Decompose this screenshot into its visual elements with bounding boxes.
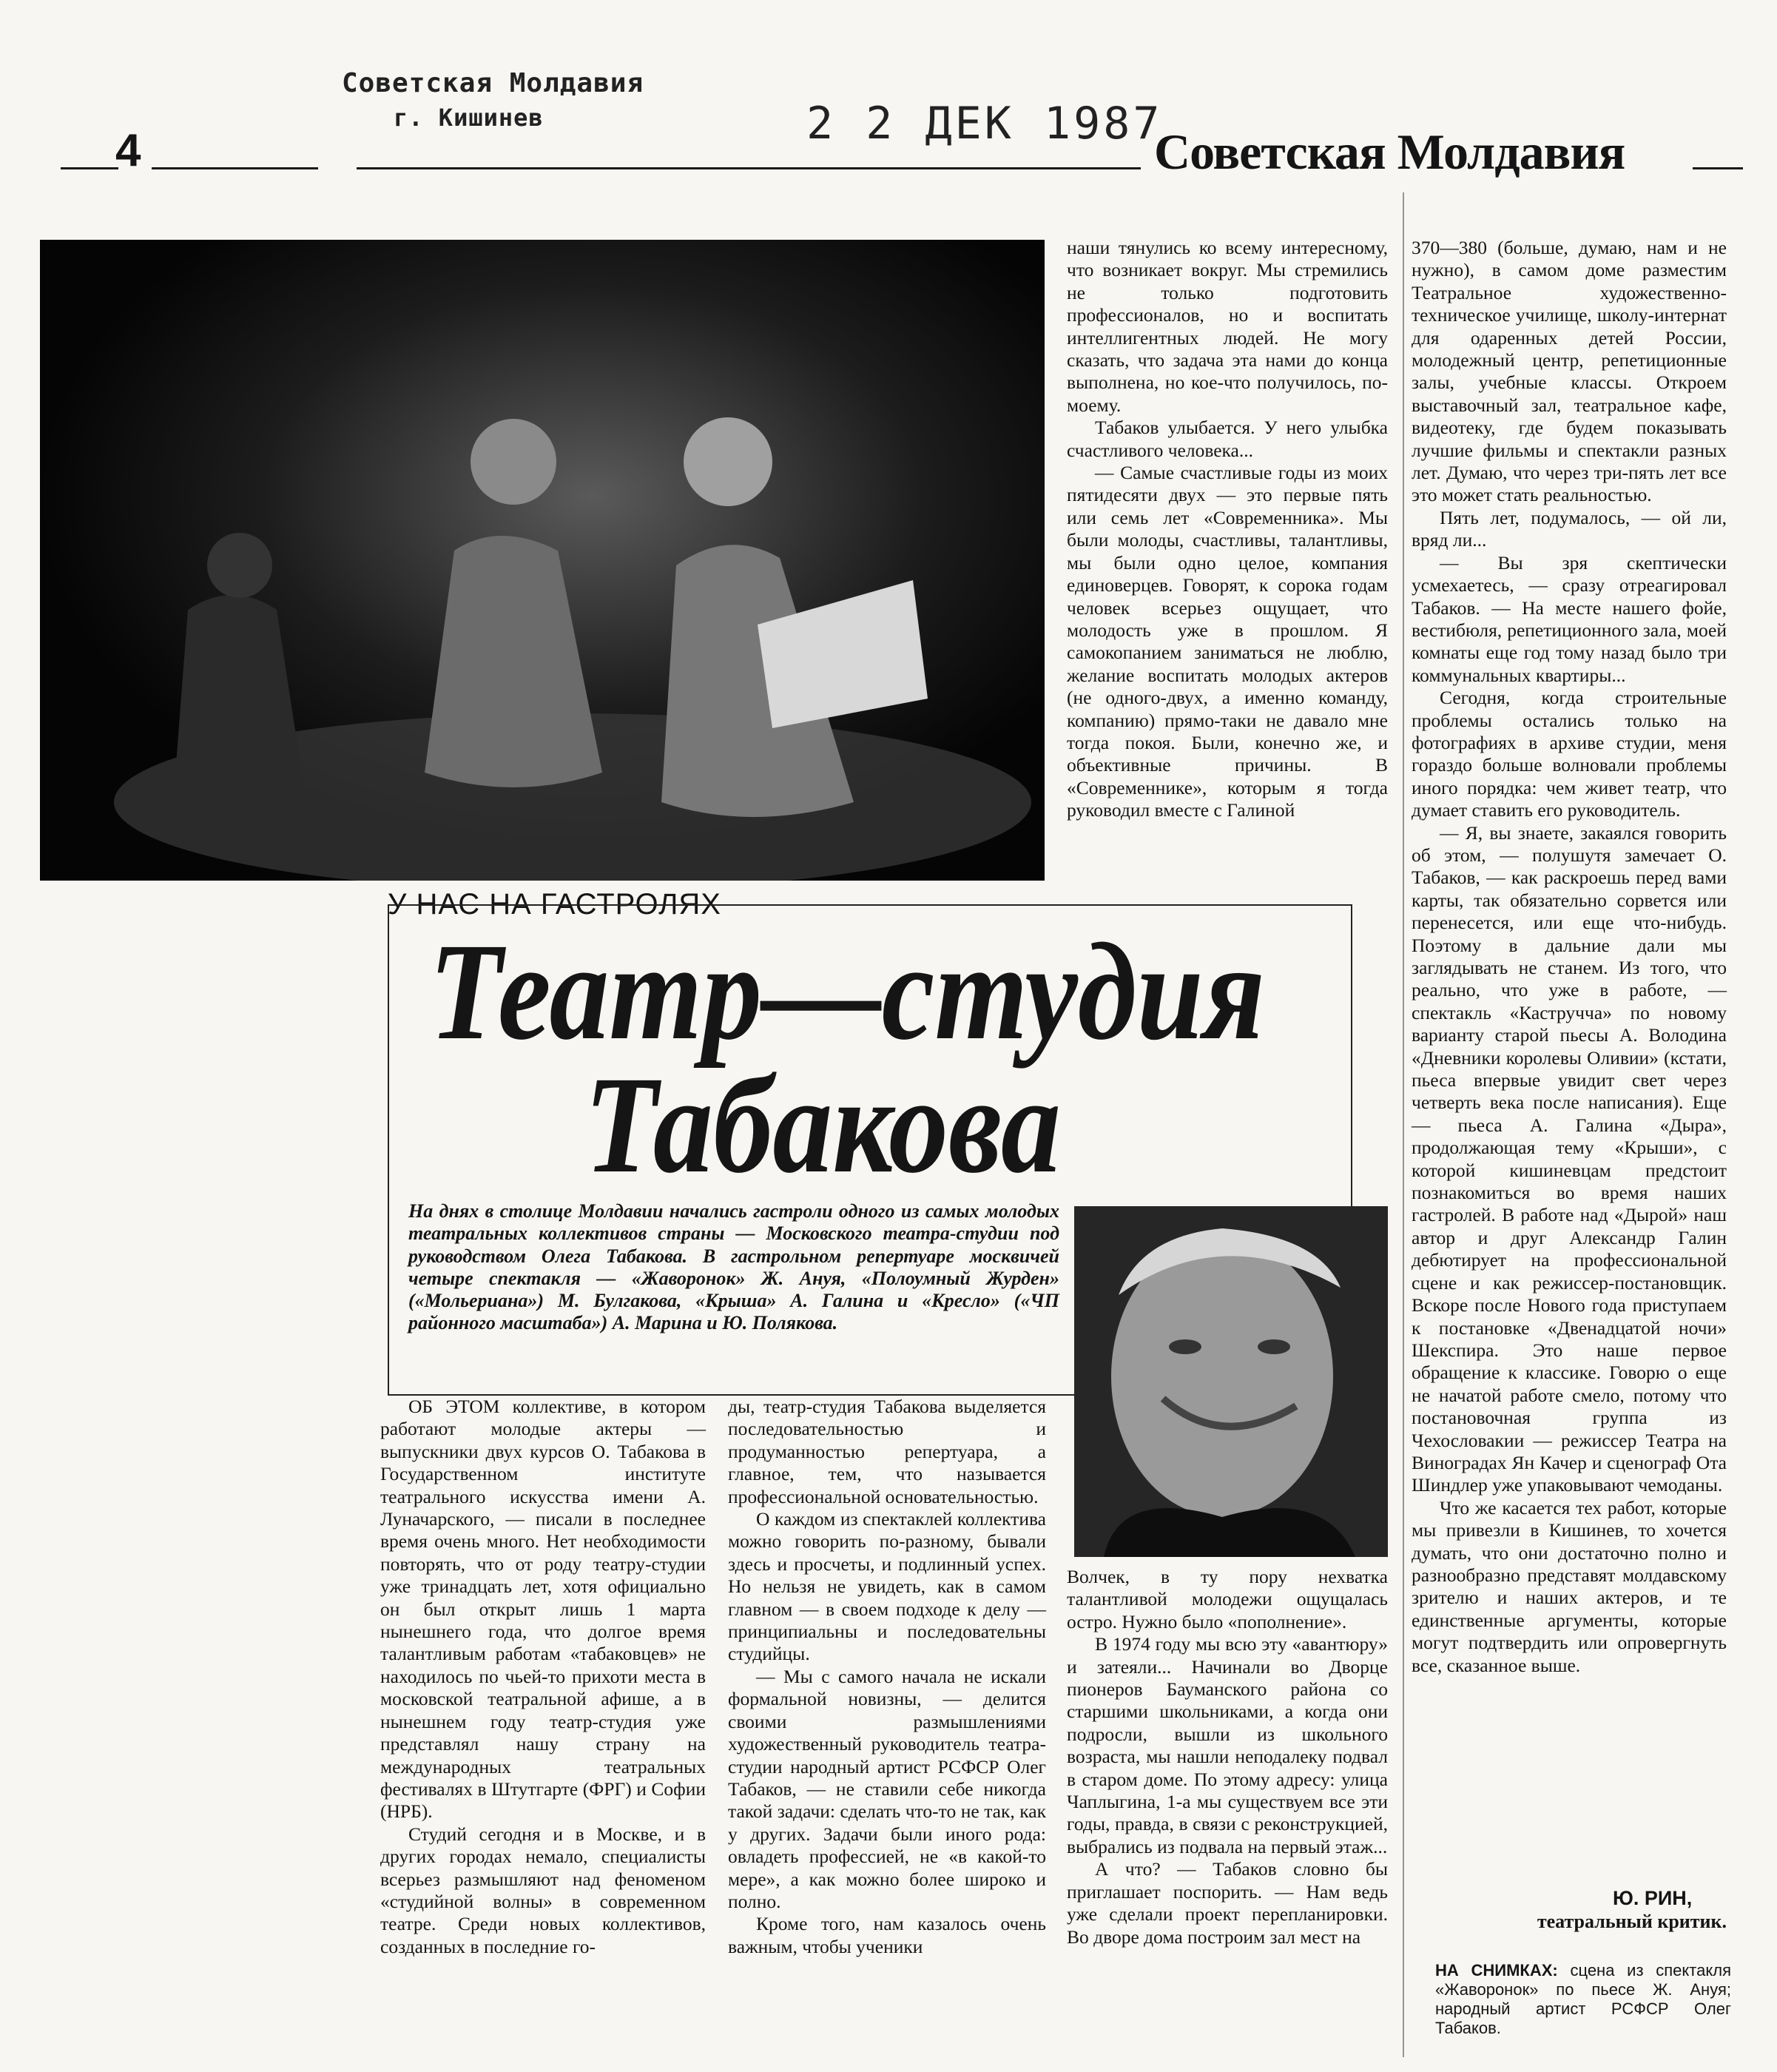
header-rule-center [357, 167, 1141, 169]
article-title-line2: Табакова [584, 1047, 1061, 1202]
paragraph: Табаков улыбается. У него улыбка счастливого человека... [1067, 417, 1388, 461]
paragraph: Волчек, в ту пору нехватка талантливой молодежи ощущалась остро. Нужно было «пополнение». [1067, 1566, 1388, 1632]
paragraph: наши тянулись ко всему интересному, что возникает вокруг. Мы стремились не только подготовить профессионалов, но и воспитать интеллигентных людей. Не могу сказать, что задача эта нами до конца выполнена, но кое-что получилось, по-моему. [1067, 237, 1388, 416]
paragraph: В 1974 году мы всю эту «авантюру» и затеяли... Начинали во Дворце пионеров Бауманского района со старшими школьниками, а когда они подросли, вышли из школьного возраста, мы нашли неподалеку подвал в старом доме. По этому адресу: улица Чаплыгина, 1-а мы существуем все эти годы, правда, в связи с реконструкцией, выбрались из подвала на первый этаж... [1067, 1633, 1388, 1857]
article-column-3-top [1067, 237, 1388, 822]
archive-stamp-date: 2 2 ДЕК 1987 [806, 98, 1163, 149]
photo-caption [1435, 1961, 1731, 2038]
article-lead: На днях в столице Молдавии начались гастроли одного из самых молодых театральных коллективов страны — Московского театра-студии под руководством Олега Табакова. В гастрольном репертуаре москвичей четыре спектакля — «Жаворонок» Ж. Ануя, «Полоумный Журден» («Мольериана») М. Булгакова, «Крыша» А. Галина и «Кресло» («ЧП районного масштаба») А. Марина и Ю. Полякова. [408, 1200, 1059, 1334]
header-rule-right [1693, 167, 1743, 169]
paragraph: — Самые счастливые годы из моих пятидесяти двух — это первые пять или семь лет «Современника». Мы были молоды, счастливы, талантливы, мы были одно целое, компания единоверцев. Говорят, к сорока годам человек всерьез ощущает, что молодость уже в прошлом. Я самокопанием заниматься не люблю, желание воспитать молодых актеров (не одного-двух, а именно команду, компанию) прямо-таки не давало мне тогда покоя. Были, конечно же, и объективные причины. В «Современнике», которым я тогда руководил вместе с Галиной [1067, 462, 1388, 821]
paragraph: Сегодня, когда строительные проблемы остались только на фотографиях в архиве студии, меня гораздо больше волновали проблемы иного порядка: чем живет театр, что думает ставить его руководитель. [1412, 687, 1727, 821]
article-column-1 [380, 1396, 706, 1958]
caption-text: сцена из спектакля «Жаворонок» по пьесе Ж. Ануя; народный артист РСФСР Олег Табаков. [1435, 1961, 1731, 2037]
paragraph: — Вы зря скептически усмехаетесь, — сразу отреагировал Табаков. — На месте нашего фойе, вестибюля, репетиционного зала, моей комнаты еще год тому назад было три коммунальных квартиры... [1412, 551, 1727, 686]
paragraph: 370—380 (больше, думаю, нам и не нужно), в самом доме разместим Театральное художественно-техническое училище, школу-интернат для одаренных детей России, молодежный центр, репетиционные залы, учебные классы. Откроем выставочный зал, театральное кафе, видеотеку, где будем показывать лучшие фильмы и спектакли разных лет. Думаю, что через три-пять лет все это может стать реальностью. [1412, 237, 1727, 506]
header-rule-left [152, 167, 318, 169]
photo-stage-scene [40, 240, 1045, 881]
photo-portrait-tabakov [1074, 1206, 1388, 1557]
paragraph: Пять лет, подумалось, — ой ли, вряд ли... [1412, 506, 1727, 551]
article-title-line1: Театр—студия [429, 914, 1265, 1069]
paragraph: ды, театр-студия Табакова выделяется последовательностью и продуманностью репертуара, а главное, тем, что называется профессиональной основательностью. [728, 1396, 1046, 1507]
article-column-2 [728, 1396, 1046, 1958]
article-column-3-bottom [1067, 1566, 1388, 1948]
archive-stamp-publication: Советская Молдавия [342, 68, 644, 98]
rubric: У НАС НА ГАСТРОЛЯХ [379, 888, 730, 921]
article-column-4 [1412, 237, 1727, 1677]
archive-stamp-city: г. Кишинев [394, 104, 544, 132]
masthead: Советская Молдавия [1154, 124, 1625, 180]
column-divider [1403, 192, 1404, 2057]
page-number: 4 [115, 125, 141, 176]
header-rule-left-short [61, 167, 118, 169]
paragraph: Что же касается тех работ, которые мы привезли в Кишинев, то хочется думать, что они достаточно полно и разнообразно представят молдавскому зрителю и наших актеров, и те единственные аргументы, которые могут подтвердить или опровергнуть все, сказанное выше. [1412, 1496, 1727, 1676]
paragraph: Студий сегодня и в Москве, и в других городах немало, специалисты всерьез размышляют над феноменом «студийной волны» в современном театре. Среди новых коллективов, созданных в последние го- [380, 1823, 706, 1957]
stage-scene-image [40, 240, 1045, 881]
paragraph: ОБ ЭТОМ коллективе, в котором работают молодые актеры — выпускники двух курсов О. Табакова в Государственном институте театрального искусства имени А. Луначарского, — писали в последнее время очень много. Нет необходимости повторять, что от роду театру-студии уже тринадцать лет, хотя официально он был открыт лишь 1 марта нынешнего года, что долгое время талантливым работам «табаковцев» не находилось по чьей-то прихоти места в московской театральной афише, а в нынешнем году театр-студия уже представлял нашу страну на международных театральных фестивалях в Штутгарте (ФРГ) и Софии (НРБ). [380, 1396, 706, 1823]
paragraph: Кроме того, нам казалось очень важным, чтобы ученики [728, 1913, 1046, 1957]
author-role: театральный критик. [1537, 1911, 1727, 1932]
paragraph: — Я, вы знаете, закаялся говорить об этом, — полушутя замечает О. Табаков, — как раскроешь перед вами карты, так обязательно сорвется или перенесется, или еще что-нибудь. Поэтому в дальние дали мы заглядывать не станем. Из того, что реально, что уже в работе, — спектакль «Кастручча» по новому варианту старой пьесы А. Володина «Дневники королевы Оливии» (кстати, пьеса впервые увидит свет через четверть века после написания). Еще — пьеса А. Галина «Дыра», продолжающая тему «Крыши», с которой кишиневцам предстоит познакомиться во время наших гастролей. В работе над «Дырой» наш автор и друг Александр Галин дебютирует на профессиональной сцене и как режиссер-постановщик. Вскоре после Нового года приступаем к постановке «Двенадцатой ночи» Шекспира. Это наше первое обращение к классике. Говорю о еще не начатой работе смело, потому что постановочная группа из Чехословакии — режиссер Театра на Виноградах Ян Качер и сценограф Ота Шиндлер уже упаковывают чемоданы. [1412, 821, 1727, 1496]
paragraph: А что? — Табаков словно бы приглашает поспорить. — Нам ведь уже сделали проект перепланировки. Во дворе дома построим зал мест на [1067, 1858, 1388, 1948]
paragraph: — Мы с самого начала не искали формальной новизны, — делится своими размышлениями художественный руководитель театра-студии народный артист РСФСР Олег Табаков, — не ставили себе никогда такой задачи: сделать что-то не так, как у других. Задачи были иного рода: овладеть профессией, не «в какой-то мере», а как можно более широко и полно. [728, 1665, 1046, 1912]
portrait-image [1074, 1206, 1388, 1557]
paragraph: О каждом из спектаклей коллектива можно говорить по-разному, бывали здесь и просчеты, и подлинный успех. Но нельзя не увидеть, как в самом главном — в своем подходе к делу — принципиальны и последовательны студийцы. [728, 1508, 1046, 1665]
author-name: Ю. РИН, [1613, 1887, 1693, 1909]
caption-label: НА СНИМКАХ: [1435, 1961, 1558, 1980]
